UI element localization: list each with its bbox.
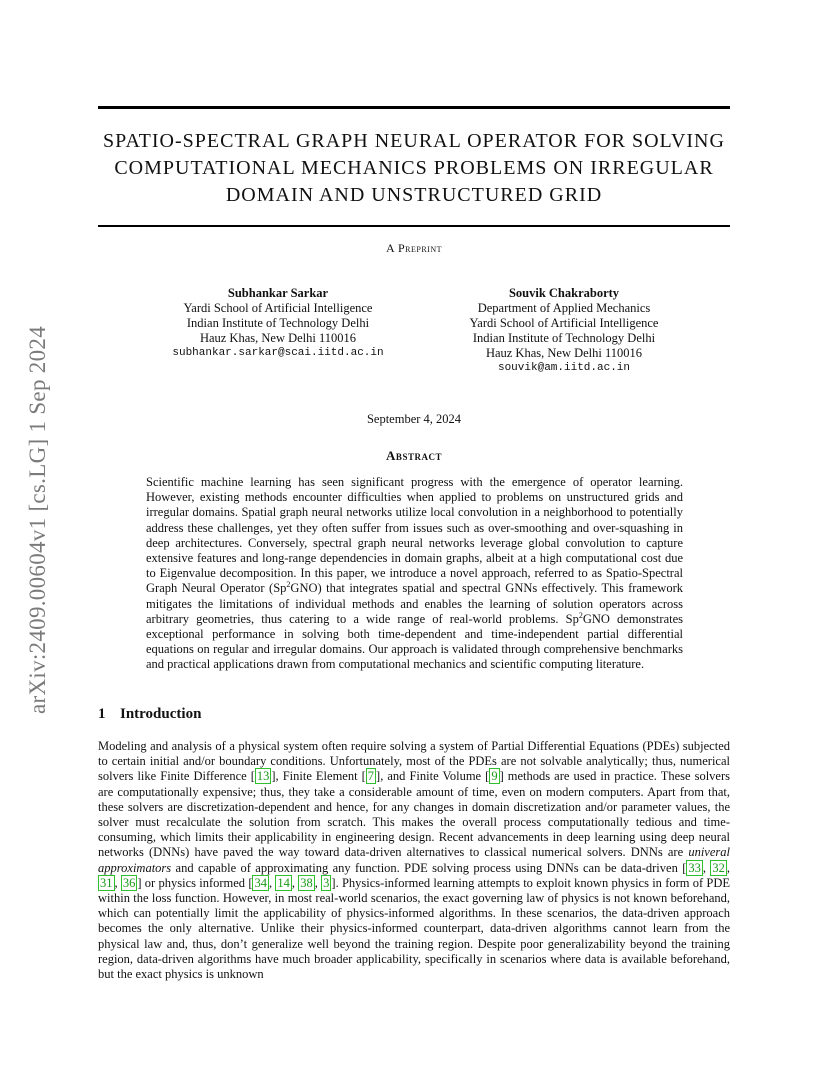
abstract-body [146, 475, 683, 673]
author-affiliation: Department of Applied Mechanics [477, 301, 651, 315]
citation-link[interactable]: 33 [688, 860, 701, 875]
author-block-1 [133, 286, 423, 361]
abstract-text: GNO) that integrates spatial and spectral GNNs effectively. This framework mitigates the limitations of individual methods and enables the learning of solution operators across arbitrary geometries, thus catering to a wide range of real-world problems. Sp [146, 581, 683, 626]
author-name: Subhankar Sarkar [227, 286, 329, 300]
abstract-text: GNO demonstrates exceptional performance in solving both time-dependent and time-independent partial differential equations on regular and irregular domains. Our approach is validated through comprehensive benchmarks and practical applications drawn from computational mechanics and scientific computing literature. [146, 611, 683, 672]
title-line-1: SPATIO-SPECTRAL GRAPH NEURAL OPERATOR FOR SOLVING [103, 130, 725, 152]
body-text: and capable of approximating any function. PDE solving process using DNNs can be data-driven [ [171, 860, 687, 875]
arxiv-identifier: arXiv:2409.00604v1 [cs.LG] 1 Sep 2024 [25, 326, 50, 714]
author-affiliation: Hauz Khas, New Delhi 110016 [199, 331, 357, 345]
section-title: Introduction [120, 706, 202, 722]
citation-link[interactable]: 3 [323, 875, 330, 890]
superscript: 2 [286, 580, 291, 590]
citation-link[interactable]: 31 [100, 875, 113, 890]
citation-link[interactable]: 13 [256, 769, 270, 784]
title-top-rule [98, 106, 730, 109]
section-heading-introduction [98, 706, 201, 723]
abstract-text: Scientific machine learning has seen significant progress with the emergence of operator learning. However, existing methods encounter difficulties when applied to problems on unstructured grids and irregular domains. Spatial graph neural networks utilize local convolution in a neighborhood to potentially address these challenges, yet they often suffer from issues such as over-smoothing and over-squashing in deep architectures. Conversely, spectral graph neural networks leverage global convolution to capture extensive features and long-range dependencies in domain graphs, albeit at a high computational cost due to Eigenvalue decomposition. In this paper, we introduce a novel approach, referred to as Spatio-Spectral Graph Neural Operator (Sp [146, 475, 683, 596]
body-text: ] or physics informed [ [137, 875, 253, 890]
abstract-heading: Abstract [386, 448, 442, 463]
body-text: ], Finite Element [ [271, 769, 366, 784]
title-bottom-rule [98, 225, 730, 227]
citation-link[interactable]: 32 [712, 860, 725, 875]
body-text: ]. Physics-informed learning attempts to exploit known physics in form of PDE within the loss function. However, in most real-world scenarios, the exact governing law of physics is not known beforehand, which can potentially limit the applicability of physics-informed algorithms. In these scenarios, the data-driven approach becomes the only alternative. Unlike their physics-informed counterpart, data-driven algorithms cannot learn from the physical law and, thus, don’t generalize well beyond the training region. Despite poor generalizability beyond the training region, data-driven algorithms have much broader applicability, specifically in scenarios where data is available beforehand, but the exact physics is unknown [98, 875, 731, 982]
preprint-label: A Preprint [385, 241, 442, 255]
author-affiliation: Indian Institute of Technology Delhi [472, 331, 656, 345]
title-line-3: DOMAIN AND UNSTRUCTURED GRID [225, 184, 603, 206]
section-number: 1 [98, 706, 106, 722]
arxiv-sidebar [20, 290, 56, 750]
body-text: ], and Finite Volume [ [376, 769, 490, 784]
author-block-2 [419, 286, 709, 376]
author-affiliation: Yardi School of Artificial Intelligence [469, 316, 659, 330]
body-text: ] methods are used in practice. These solvers are computationally expensive; thus, they take a considerable amount of time, even on modern computers. Apart from that, these solvers are discretization-dependent and hence, for any changes in domain discretization and/or parameter values, the solver must recalculate the solution from scratch. This makes the overall process computationally tedious and time-consuming, which limits their applicability in engineering design. Recent advancements in deep learning using deep neural networks (DNNs) have paved the way toward data-driven alternatives to classical numerical solvers. DNNs are [98, 769, 730, 860]
superscript: 2 [578, 610, 583, 620]
author-email[interactable]: souvik@am.iitd.ac.in [497, 362, 631, 374]
author-affiliation: Indian Institute of Technology Delhi [186, 316, 370, 330]
citation-link[interactable]: 36 [122, 875, 136, 890]
author-email[interactable]: subhankar.sarkar@scai.iitd.ac.in [172, 347, 384, 359]
title-line-2: COMPUTATIONAL MECHANICS PROBLEMS ON IRREGULAR [114, 157, 714, 179]
emphasized-text: univeral approximators [98, 845, 730, 875]
paper-title [98, 128, 730, 209]
author-affiliation: Yardi School of Artificial Intelligence [183, 301, 373, 315]
author-name: Souvik Chakraborty [508, 286, 620, 300]
citation-link[interactable]: 9 [491, 769, 498, 784]
author-affiliation: Hauz Khas, New Delhi 110016 [485, 346, 643, 360]
citation-link[interactable]: 7 [367, 769, 375, 784]
citation-link[interactable]: 34 [254, 875, 267, 890]
body-text: Modeling and analysis of a physical system often require solving a system of Partial Differential Equations (PDEs) subjected to certain initial and/or boundary conditions. Unfortunately, most of the PDEs are not solvable analytically; thus, numerical solvers like Finite Difference [ [98, 739, 730, 784]
citation-link[interactable]: 14 [277, 875, 290, 890]
publication-date: September 4, 2024 [366, 412, 462, 426]
citation-link[interactable]: 38 [300, 875, 313, 890]
introduction-body: Modeling and analysis of a physical system often require solving a system of Partial Differential Equations (PDEs) subjected to certain initial and/or boundary conditions. Unfortunately, most of the PDEs are not solvable analytically; thus, numerical solvers like Finite Difference [ 13 ], Finite Element [ 7 ], and Finite Volume [ 9 ] methods are used in practice. These solvers are computationally expensive; thus, they take a considerable amount of time, even on modern computers. Apart from that, these solvers are discretization-dependent and hence, for any changes in domain discretization and/or parameter values, the solver must recalculate the solution from scratch. This makes the overall process computationally tedious and time-consuming, which limits their applicability in engineering design. Recent advancements in deep learning using deep neural networks (DNNs) have paved the way toward data-driven alternatives to classical numerical solvers. DNNs are univeral approximators and capable of approximating any function. PDE solving process using DNNs can be data-driven [ 33 , 32 , 31 , 36 ] or physics informed [ 34 , 14 , 38 , 3 ]. Physics-informed learning attempts to exploit known physics in form of PDE within the loss function. However, in most real-world scenarios, the exact governing law of physics is not known beforehand, which can potentially limit the applicability of physics-informed algorithms. In these scenarios, the data-driven approach becomes the only alternative. Unlike their physics-informed counterpart, data-driven algorithms cannot learn from the physical law and, thus, don’t generalize well beyond the training region. Despite poor generalizability beyond the training region, data-driven algorithms have much broader applicability, specifically in scenarios where data is available beforehand, but the exact physics is unknown [98, 739, 731, 982]
